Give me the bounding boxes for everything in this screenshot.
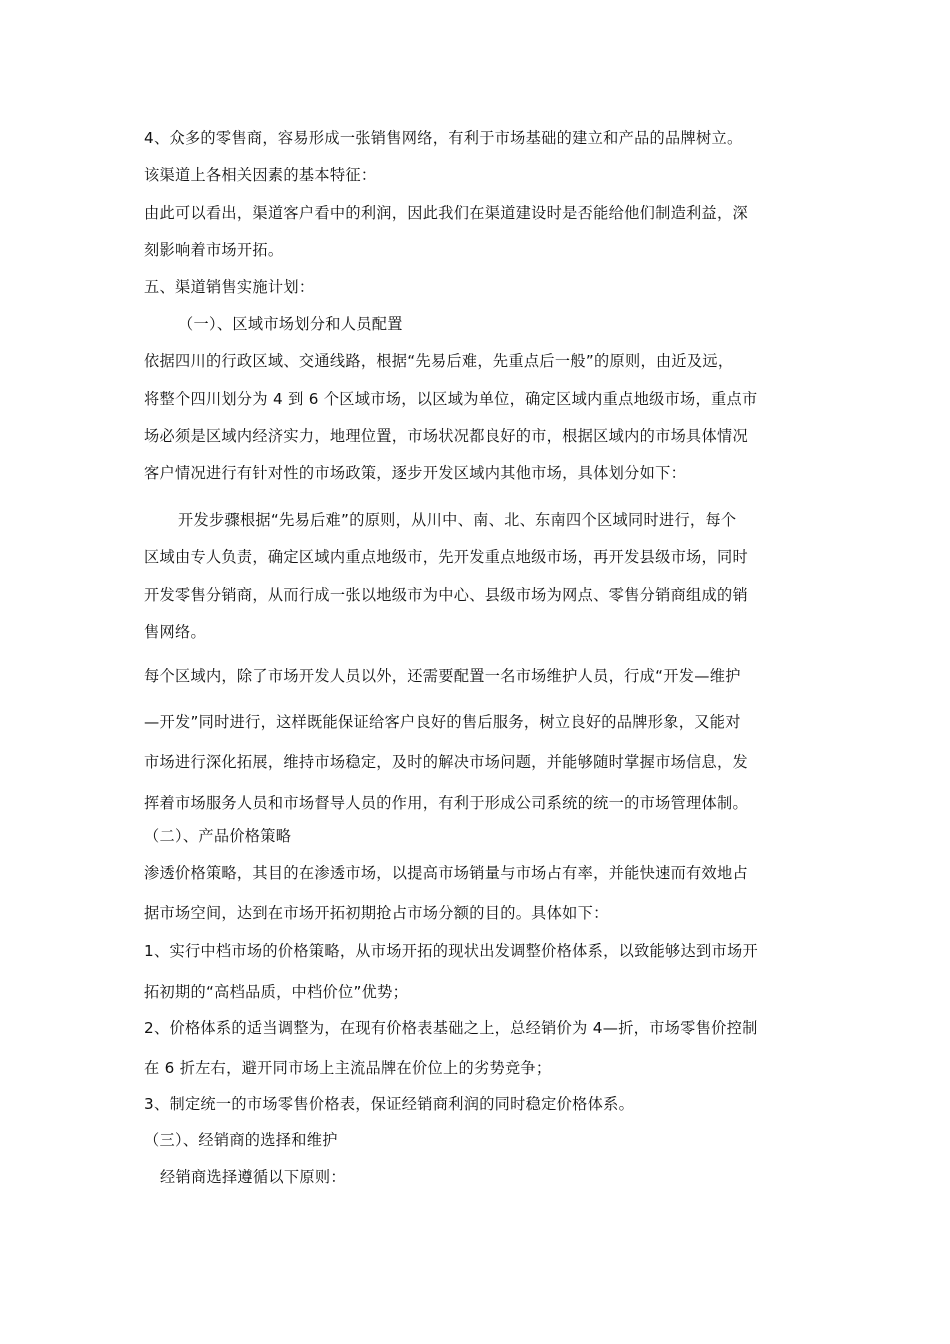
paragraph-maintain-line-1: 每个区域内，除了市场开发人员以外，还需要配置一名市场维护人员，行成“开发—维护 xyxy=(144,667,741,685)
paragraph-maintain-line-2: —开发”同时进行，这样既能保证给客户良好的售后服务，树立良好的品牌形象，又能对 xyxy=(144,713,741,731)
paragraph-region-line-3: 场必须是区域内经济实力，地理位置，市场状况都良好的市，根据区域内的市场具体情况 xyxy=(144,427,749,445)
subsection-heading-3: （三）、经销商的选择和维护 xyxy=(144,1131,338,1149)
paragraph-pricing-line-2: 据市场空间，达到在市场开拓初期抢占市场分额的目的。具体如下： xyxy=(144,904,609,922)
subsection-heading-2: （二）、产品价格策略 xyxy=(144,827,292,845)
paragraph-channel-features: 该渠道上各相关因素的基本特征： xyxy=(144,166,377,184)
list-item-4-retailers: 4、众多的零售商，容易形成一张销售网络，有利于市场基础的建立和产品的品牌树立。 xyxy=(144,129,743,147)
paragraph-profit-line-2: 刻影响着市场开拓。 xyxy=(144,241,284,259)
paragraph-maintain-line-4: 挥着市场服务人员和市场督导人员的作用，有利于形成公司系统的统一的市场管理体制。 xyxy=(144,794,749,812)
list-item-2-line-2: 在 6 折左右，避开同市场上主流品牌在价位上的劣势竞争； xyxy=(144,1059,552,1077)
paragraph-profit-line-1: 由此可以看出，渠道客户看中的利润，因此我们在渠道建设时是否能给他们制造利益，深 xyxy=(144,204,749,222)
paragraph-steps-line-2: 区域由专人负责，确定区域内重点地级市，先开发重点地级市场，再开发县级市场，同时 xyxy=(144,548,749,566)
list-item-1-line-2: 拓初期的“高档品质，中档价位”优势； xyxy=(144,983,409,1001)
paragraph-steps-line-4: 售网络。 xyxy=(144,623,206,641)
paragraph-steps-line-1: 开发步骤根据“先易后难”的原则，从川中、南、北、东南四个区域同时进行，每个 xyxy=(178,511,737,529)
subsection-heading-1: （一）、区域市场划分和人员配置 xyxy=(178,315,403,333)
paragraph-region-line-1: 依据四川的行政区域、交通线路，根据“先易后难，先重点后一般”的原则，由近及远， xyxy=(144,352,734,370)
paragraph-steps-line-3: 开发零售分销商，从而行成一张以地级市为中心、县级市场为网点、零售分销商组成的销 xyxy=(144,586,749,604)
list-item-2-line-1: 2、价格体系的适当调整为，在现有价格表基础之上，总经销价为 4—折，市场零售价控制 xyxy=(144,1019,758,1037)
paragraph-pricing-line-1: 渗透价格策略，其目的在渗透市场，以提高市场销量与市场占有率，并能快速而有效地占 xyxy=(144,864,749,882)
paragraph-maintain-line-3: 市场进行深化拓展，维持市场稳定，及时的解决市场问题，并能够随时掌握市场信息，发 xyxy=(144,753,749,771)
section-heading-5: 五、渠道销售实施计划： xyxy=(144,278,315,296)
list-item-1-line-1: 1、实行中档市场的价格策略，从市场开拓的现状出发调整价格体系，以致能够达到市场开 xyxy=(144,942,758,960)
paragraph-region-line-4: 客户情况进行有针对性的市场政策，逐步开发区域内其他市场，具体划分如下： xyxy=(144,464,687,482)
paragraph-dealer-principles: 经销商选择遵循以下原则： xyxy=(160,1168,346,1186)
paragraph-region-line-2: 将整个四川划分为 4 到 6 个区域市场，以区域为单位，确定区域内重点地级市场，重点市 xyxy=(144,390,758,408)
list-item-3: 3、制定统一的市场零售价格表，保证经销商利润的同时稳定价格体系。 xyxy=(144,1095,635,1113)
